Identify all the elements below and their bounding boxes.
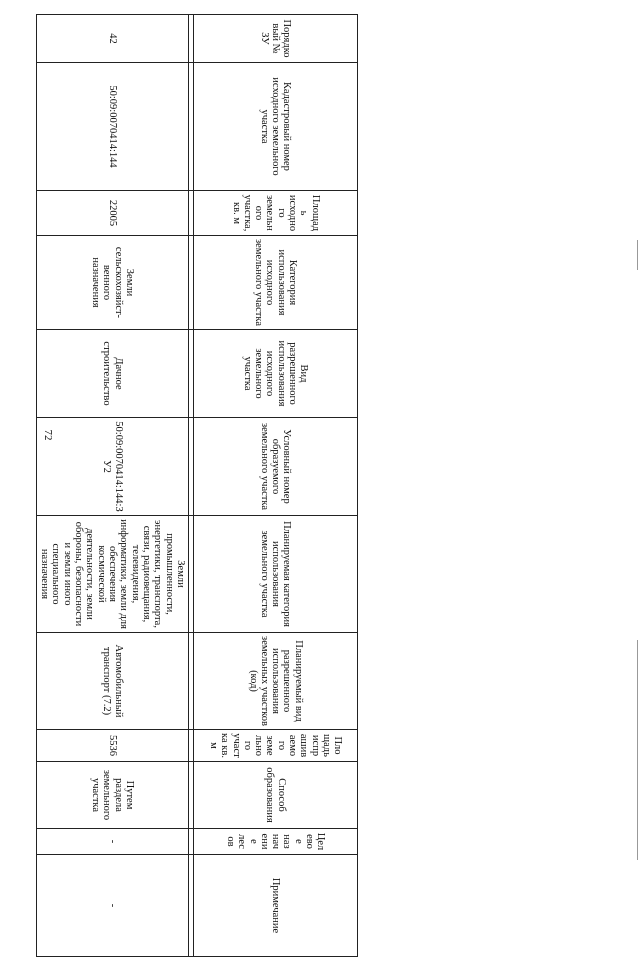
- header-conditional-number: Условный номер образуемого земельного участка: [194, 418, 358, 516]
- cell-formation-method: Путем раздела земельного участка: [36, 762, 188, 829]
- header-planned-category: Планируемая категория использования земельного участка: [194, 516, 358, 633]
- cell-requested-area: 5536: [36, 730, 188, 762]
- cell-cadastral-number: 50:09:0070414:144: [36, 63, 188, 191]
- scan-edge-line: [637, 640, 638, 860]
- cell-source-permitted-use: Дачное строительство: [36, 330, 188, 418]
- cell-plot-number: 42: [36, 15, 188, 63]
- header-source-permitted-use: Вид разрешенного использования исходного земельного участка: [194, 330, 358, 418]
- cell-planned-use: Автомобильный транспорт (7.2): [36, 633, 188, 730]
- header-requested-area: Площадь испрашиваемого земельного участка кв. м: [194, 730, 358, 762]
- header-source-category: Категория использования исходного земельного участка: [194, 236, 358, 330]
- table-frame: [39, 14, 358, 934]
- header-cadastral-number: Кадастровый номер исходного земельного участка: [194, 63, 358, 191]
- land-plot-table: [36, 14, 358, 957]
- header-note: Примечание: [194, 855, 358, 957]
- header-forest-purpose: Целевое назначение лесов: [194, 829, 358, 855]
- header-formation-method: Способ образования: [194, 762, 358, 829]
- cell-planned-category: Земли промышленности, энергетики, транспорта, связи, радиовещания, телевидения, информатики, земли для обеспечения космической деятельности, земли обороны, безопасности и земли иного специального назначения: [36, 516, 188, 633]
- scan-edge-line: [637, 240, 638, 270]
- table-separator-row: [189, 15, 194, 957]
- header-planned-use: Планируемый вид разрешенного использования земельных участков (код): [194, 633, 358, 730]
- page-number: 72: [42, 429, 54, 441]
- cell-note: -: [36, 855, 188, 957]
- cell-source-category: Земли сельскохозяйст-венного назначения: [36, 236, 188, 330]
- table-header-row: [194, 15, 358, 957]
- cell-forest-purpose: -: [36, 829, 188, 855]
- cell-conditional-number: 50:09:0070414:144:ЗУ2: [36, 418, 188, 516]
- header-plot-number: Порядковый № ЗУ: [194, 15, 358, 63]
- table-row: [36, 15, 188, 957]
- cell-source-area: 22005: [36, 191, 188, 236]
- header-source-area: Площадь исходного земельного участка, кв. м: [194, 191, 358, 236]
